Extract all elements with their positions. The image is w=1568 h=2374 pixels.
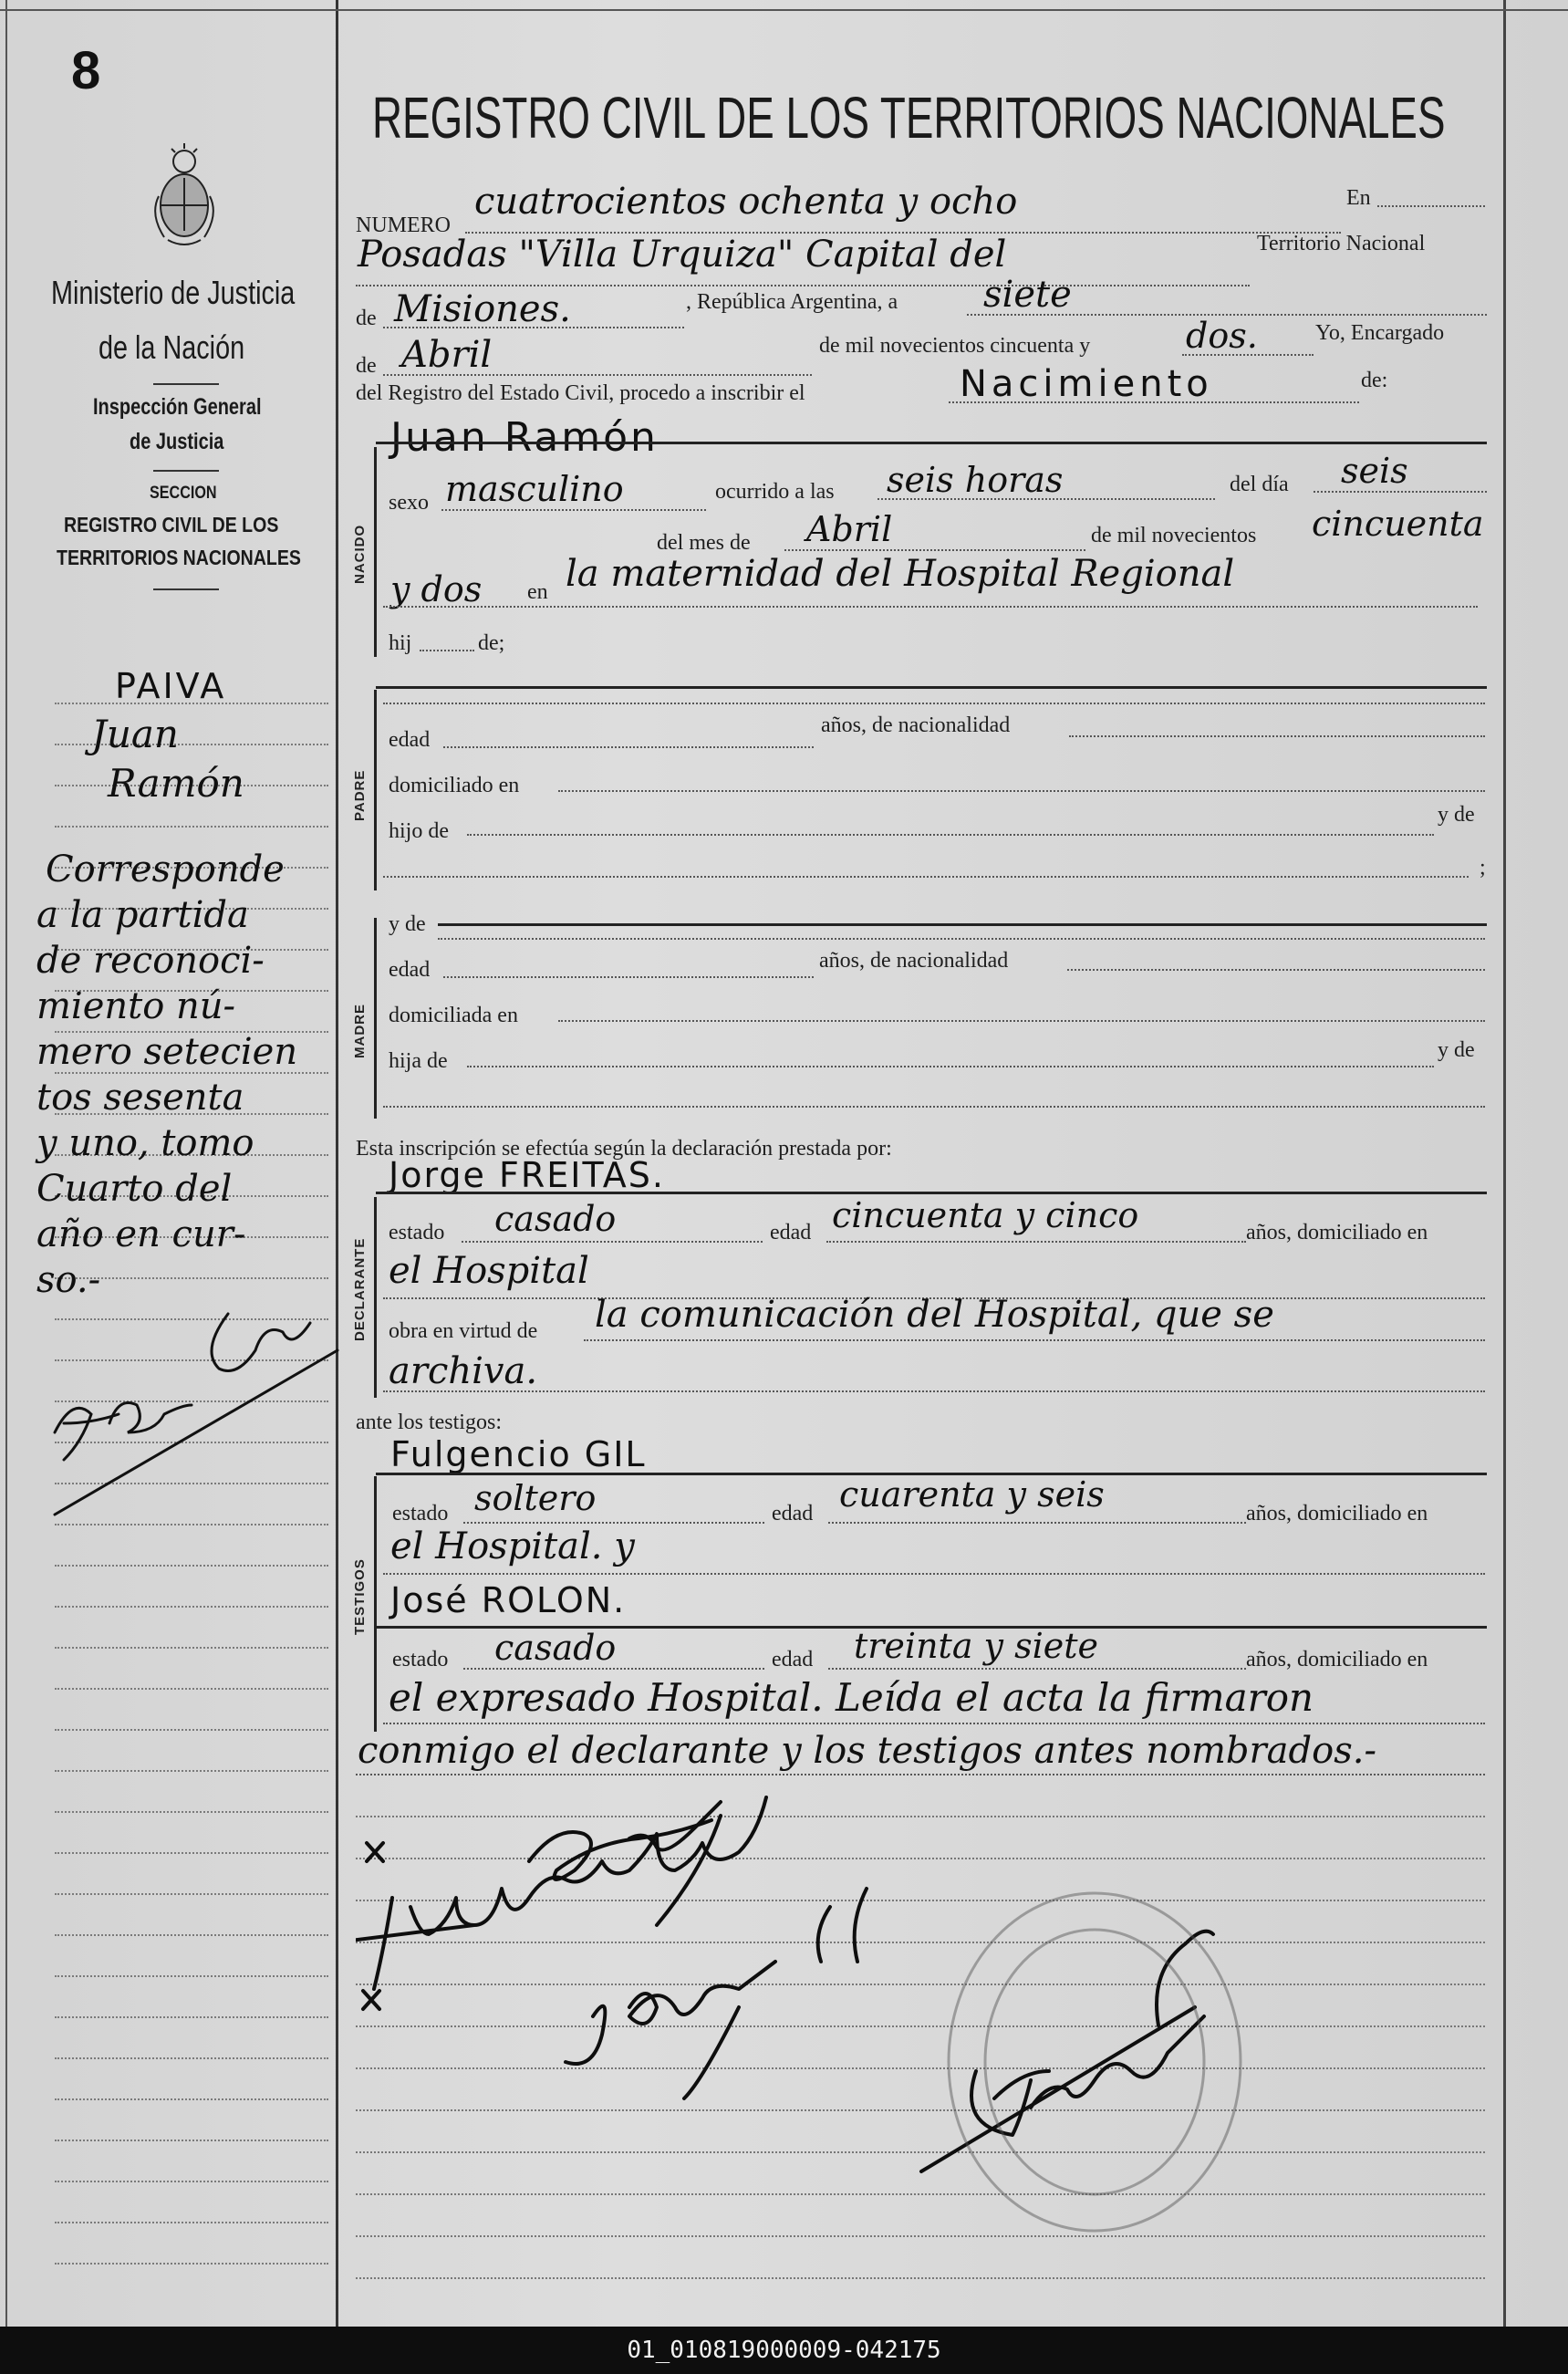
dotted-line <box>584 1339 1485 1341</box>
testigo2-edad-label: edad <box>772 1648 814 1671</box>
margin-ruled-line <box>55 2098 328 2100</box>
margin-note-line: so.- <box>36 1259 101 1301</box>
acto-value: Nacimiento <box>960 363 1213 405</box>
dotted-line <box>467 1066 1434 1067</box>
seccion-label: SECCION <box>150 484 217 503</box>
nacido-de-label: de; <box>478 631 505 655</box>
dotted-line <box>383 1723 1485 1724</box>
padre-semicolon: ; <box>1480 856 1486 880</box>
margin-name-3: Ramón <box>108 761 244 806</box>
declarante-edad-value: cincuenta y cinco <box>832 1195 1139 1235</box>
padre-yde-label: y de <box>1438 803 1475 827</box>
dotted-line <box>558 790 1485 792</box>
dotted-line <box>383 374 812 376</box>
declarante-estado-label: estado <box>389 1221 445 1244</box>
dotted-line <box>1067 969 1485 971</box>
dotted-line <box>420 650 474 651</box>
testigo2-edad: treinta y siete <box>854 1626 1099 1666</box>
declarante-estado-value: casado <box>494 1199 617 1239</box>
padre-hijo-label: hijo de <box>389 819 449 843</box>
yo-label: Yo, Encargado <box>1315 321 1445 345</box>
margin-ruled-line <box>55 2016 328 2018</box>
dotted-line <box>383 1390 1485 1392</box>
de-colon: de: <box>1361 369 1388 392</box>
dotted-line <box>826 1241 1246 1243</box>
margin-ruled-line <box>55 1811 328 1813</box>
right-edge-line <box>1503 0 1506 2327</box>
nacido-mil-label: de mil novecientos <box>1091 524 1257 547</box>
closing-line-2: conmigo el declarante y los testigos antes nombrados.- <box>358 1730 1376 1772</box>
page-number: 8 <box>71 41 101 100</box>
testigo2-estado-label: estado <box>392 1648 449 1671</box>
dotted-line <box>441 509 706 511</box>
closing-line-1: el expresado Hospital. Leída el acta la firmaron <box>389 1675 1314 1720</box>
obra-value-1: la comunicación del Hospital, que se <box>595 1294 1274 1336</box>
ministerio-line-1: Ministerio de Justicia <box>51 274 296 311</box>
ministerio-line-2: de la Nación <box>99 328 245 366</box>
obra-label: obra en virtud de <box>389 1319 538 1343</box>
dotted-line <box>784 549 1085 551</box>
testigo1-nombre: Fulgencio GIL <box>390 1434 647 1474</box>
nacido-lugar-value: la maternidad del Hospital Regional <box>566 553 1235 595</box>
dotted-line <box>443 976 814 978</box>
declaracion-label: Esta inscripción se efectúa según la declaración prestada por: <box>356 1137 892 1161</box>
margin-ruled-line <box>55 1647 328 1649</box>
section-rule <box>376 686 1487 689</box>
margin-note-line: miento nú- <box>36 985 236 1027</box>
dotted-line <box>356 1774 1485 1775</box>
padre-domiciliado-label: domiciliado en <box>389 774 520 797</box>
testigo1-edad-label: edad <box>772 1502 814 1525</box>
declarante-bracket <box>374 1197 377 1398</box>
madre-domiciliada-label: domiciliada en <box>389 1004 518 1027</box>
margin-ruled-line <box>55 2263 328 2265</box>
top-edge-line <box>0 9 1568 11</box>
margin-note-line: a la partida <box>36 894 249 936</box>
mes-label: del mes de <box>657 531 751 555</box>
mil-label: de mil novecientos cincuenta y <box>819 334 1091 358</box>
dotted-line <box>463 1668 764 1670</box>
margin-note-line: de reconoci- <box>36 940 265 982</box>
section-rule <box>438 923 1487 926</box>
nacido-anio-2: y dos <box>390 569 483 609</box>
dotted-line <box>1377 205 1485 207</box>
dotted-line <box>877 498 1215 500</box>
dotted-line <box>558 1020 1485 1022</box>
nacido-anio-1: cincuenta <box>1312 504 1484 544</box>
madre-hija-label: hija de <box>389 1049 448 1073</box>
margin-ruled-line <box>55 1893 328 1895</box>
testigo2-anios-label: años, domiciliado en <box>1246 1648 1428 1671</box>
margin-ruled-line <box>55 1729 328 1731</box>
divider <box>153 383 219 385</box>
hij-label: hij <box>389 631 412 655</box>
dotted-line <box>383 703 1485 704</box>
anio-value: dos. <box>1186 316 1258 356</box>
margin-ruled-line <box>55 1565 328 1567</box>
nacido-nombre: Juan Ramón <box>390 414 659 461</box>
dotted-line <box>383 327 684 328</box>
dotted-line <box>438 938 1485 940</box>
footer-id: 01_010819000009-042175 <box>0 2327 1568 2374</box>
seccion-line-1: REGISTRO CIVIL DE LOS <box>64 513 279 536</box>
nacido-en-label: en <box>527 580 548 604</box>
declarante-domicilio: el Hospital <box>389 1250 589 1292</box>
margin-ruled-line <box>55 2140 328 2141</box>
signatures-area <box>356 1788 1487 2249</box>
declarante-anios-label: años, domiciliado en <box>1246 1221 1428 1244</box>
dotted-line <box>383 606 1478 608</box>
testigo2-estado: casado <box>494 1628 617 1668</box>
territorio-value: Misiones. <box>394 288 571 330</box>
divider <box>153 588 219 590</box>
dotted-line <box>463 1522 764 1524</box>
declarante-section-label: DECLARANTE <box>352 1237 368 1341</box>
padre-bracket <box>374 690 377 890</box>
madre-bracket <box>374 918 377 1119</box>
margin-name-1: PAIVA <box>115 666 227 706</box>
dotted-line <box>1182 354 1314 356</box>
lugar-value: Posadas "Villa Urquiza" Capital del <box>358 234 1007 276</box>
margin-note-line: Corresponde <box>46 849 285 890</box>
declarante-edad-label: edad <box>770 1221 812 1244</box>
sexo-label: sexo <box>389 491 429 515</box>
margin-note-line: año en cur- <box>36 1213 246 1255</box>
madre-yde-label-2: y de <box>1438 1038 1475 1062</box>
padre-edad-label: edad <box>389 728 431 752</box>
testigo1-estado: soltero <box>474 1478 597 1518</box>
dotted-line <box>383 876 1469 878</box>
territorio-label: Territorio Nacional <box>1257 232 1426 255</box>
dotted-line <box>828 1522 1246 1524</box>
nacido-dia-value: seis <box>1341 451 1408 491</box>
divider <box>153 470 219 472</box>
registro-label: del Registro del Estado Civil, procedo a inscribir el <box>356 381 805 405</box>
lower-ruled-line <box>356 2277 1485 2279</box>
testigo1-anios-label: años, domiciliado en <box>1246 1502 1428 1525</box>
testigo1-edad: cuarenta y seis <box>839 1474 1105 1515</box>
margin-ruled-line <box>55 2222 328 2223</box>
padre-anios-label: años, de nacionalidad <box>821 713 1011 737</box>
de-label-2: de <box>356 354 377 378</box>
dotted-line <box>949 401 1359 403</box>
dotted-line <box>356 285 1250 286</box>
testigos-section-label: TESTIGOS <box>352 1558 368 1635</box>
dotted-line <box>467 834 1434 836</box>
dotted-line <box>383 1106 1485 1108</box>
testigos-label: ante los testigos: <box>356 1411 502 1434</box>
dotted-line <box>1069 735 1485 737</box>
testigos-bracket <box>374 1476 377 1732</box>
seccion-line-2: TERRITORIOS NACIONALES <box>57 546 301 569</box>
margin-ruled-line <box>55 1606 328 1608</box>
dotted-line <box>828 1668 1246 1670</box>
declarante-nombre: Jorge FREITAS. <box>389 1155 665 1195</box>
margin-ruled-line <box>55 1688 328 1690</box>
madre-anios-label: años, de nacionalidad <box>819 949 1009 973</box>
obra-value-2: archiva. <box>389 1350 538 1392</box>
margin-ruled-line <box>55 826 328 828</box>
de-label: de <box>356 307 377 330</box>
margin-ruled-line <box>55 1934 328 1936</box>
coat-of-arms-icon <box>146 141 223 265</box>
ocurrido-label: ocurrido a las <box>715 480 835 504</box>
dotted-line <box>383 1573 1485 1575</box>
left-edge-line <box>5 0 7 2327</box>
testigo2-nombre: José ROLON. <box>390 1580 627 1620</box>
testigo1-estado-label: estado <box>392 1502 449 1525</box>
dotted-line <box>462 1241 763 1243</box>
mes-value: Abril <box>401 334 493 376</box>
en-label: En <box>1346 186 1371 210</box>
dia-value: siete <box>983 274 1072 316</box>
numero-label: NUMERO <box>356 213 452 237</box>
margin-ruled-line <box>55 1852 328 1854</box>
numero-value: cuatrocientos ochenta y ocho <box>474 181 1018 223</box>
margin-ruled-line <box>55 2057 328 2059</box>
madre-edad-label: edad <box>389 958 431 982</box>
margin-ruled-line <box>55 1770 328 1772</box>
document-title: REGISTRO CIVIL DE LOS TERRITORIOS NACIONALES <box>372 85 1446 151</box>
margin-note-line: tos sesenta <box>36 1077 244 1119</box>
section-rule <box>376 1192 1487 1194</box>
nacido-mes-value: Abril <box>806 509 893 549</box>
republica-label: , República Argentina, a <box>686 290 898 314</box>
madre-yde-label: y de <box>389 912 426 936</box>
nacido-bracket <box>374 447 377 657</box>
margin-note-line: y uno, tomo <box>36 1122 254 1164</box>
dotted-line <box>443 746 814 748</box>
hora-value: seis horas <box>887 460 1064 500</box>
padre-section-label: PADRE <box>352 769 368 821</box>
margin-ruled-line <box>55 2181 328 2182</box>
inspeccion-line-1: Inspección General <box>93 394 262 420</box>
inspeccion-line-2: de Justicia <box>130 429 224 454</box>
margin-ruled-line <box>55 1975 328 1977</box>
nacido-section-label: NACIDO <box>352 524 368 584</box>
madre-section-label: MADRE <box>352 1004 368 1058</box>
margin-note-line: Cuarto del <box>36 1168 233 1210</box>
dotted-line <box>1314 491 1487 493</box>
margin-name-2: Juan <box>91 712 179 756</box>
section-rule <box>376 442 1487 444</box>
margin-note-line: mero setecien <box>36 1031 298 1073</box>
dia-label: del día <box>1230 473 1289 496</box>
testigo1-domicilio: el Hospital. y <box>390 1525 635 1567</box>
sexo-value: masculino <box>445 469 624 509</box>
